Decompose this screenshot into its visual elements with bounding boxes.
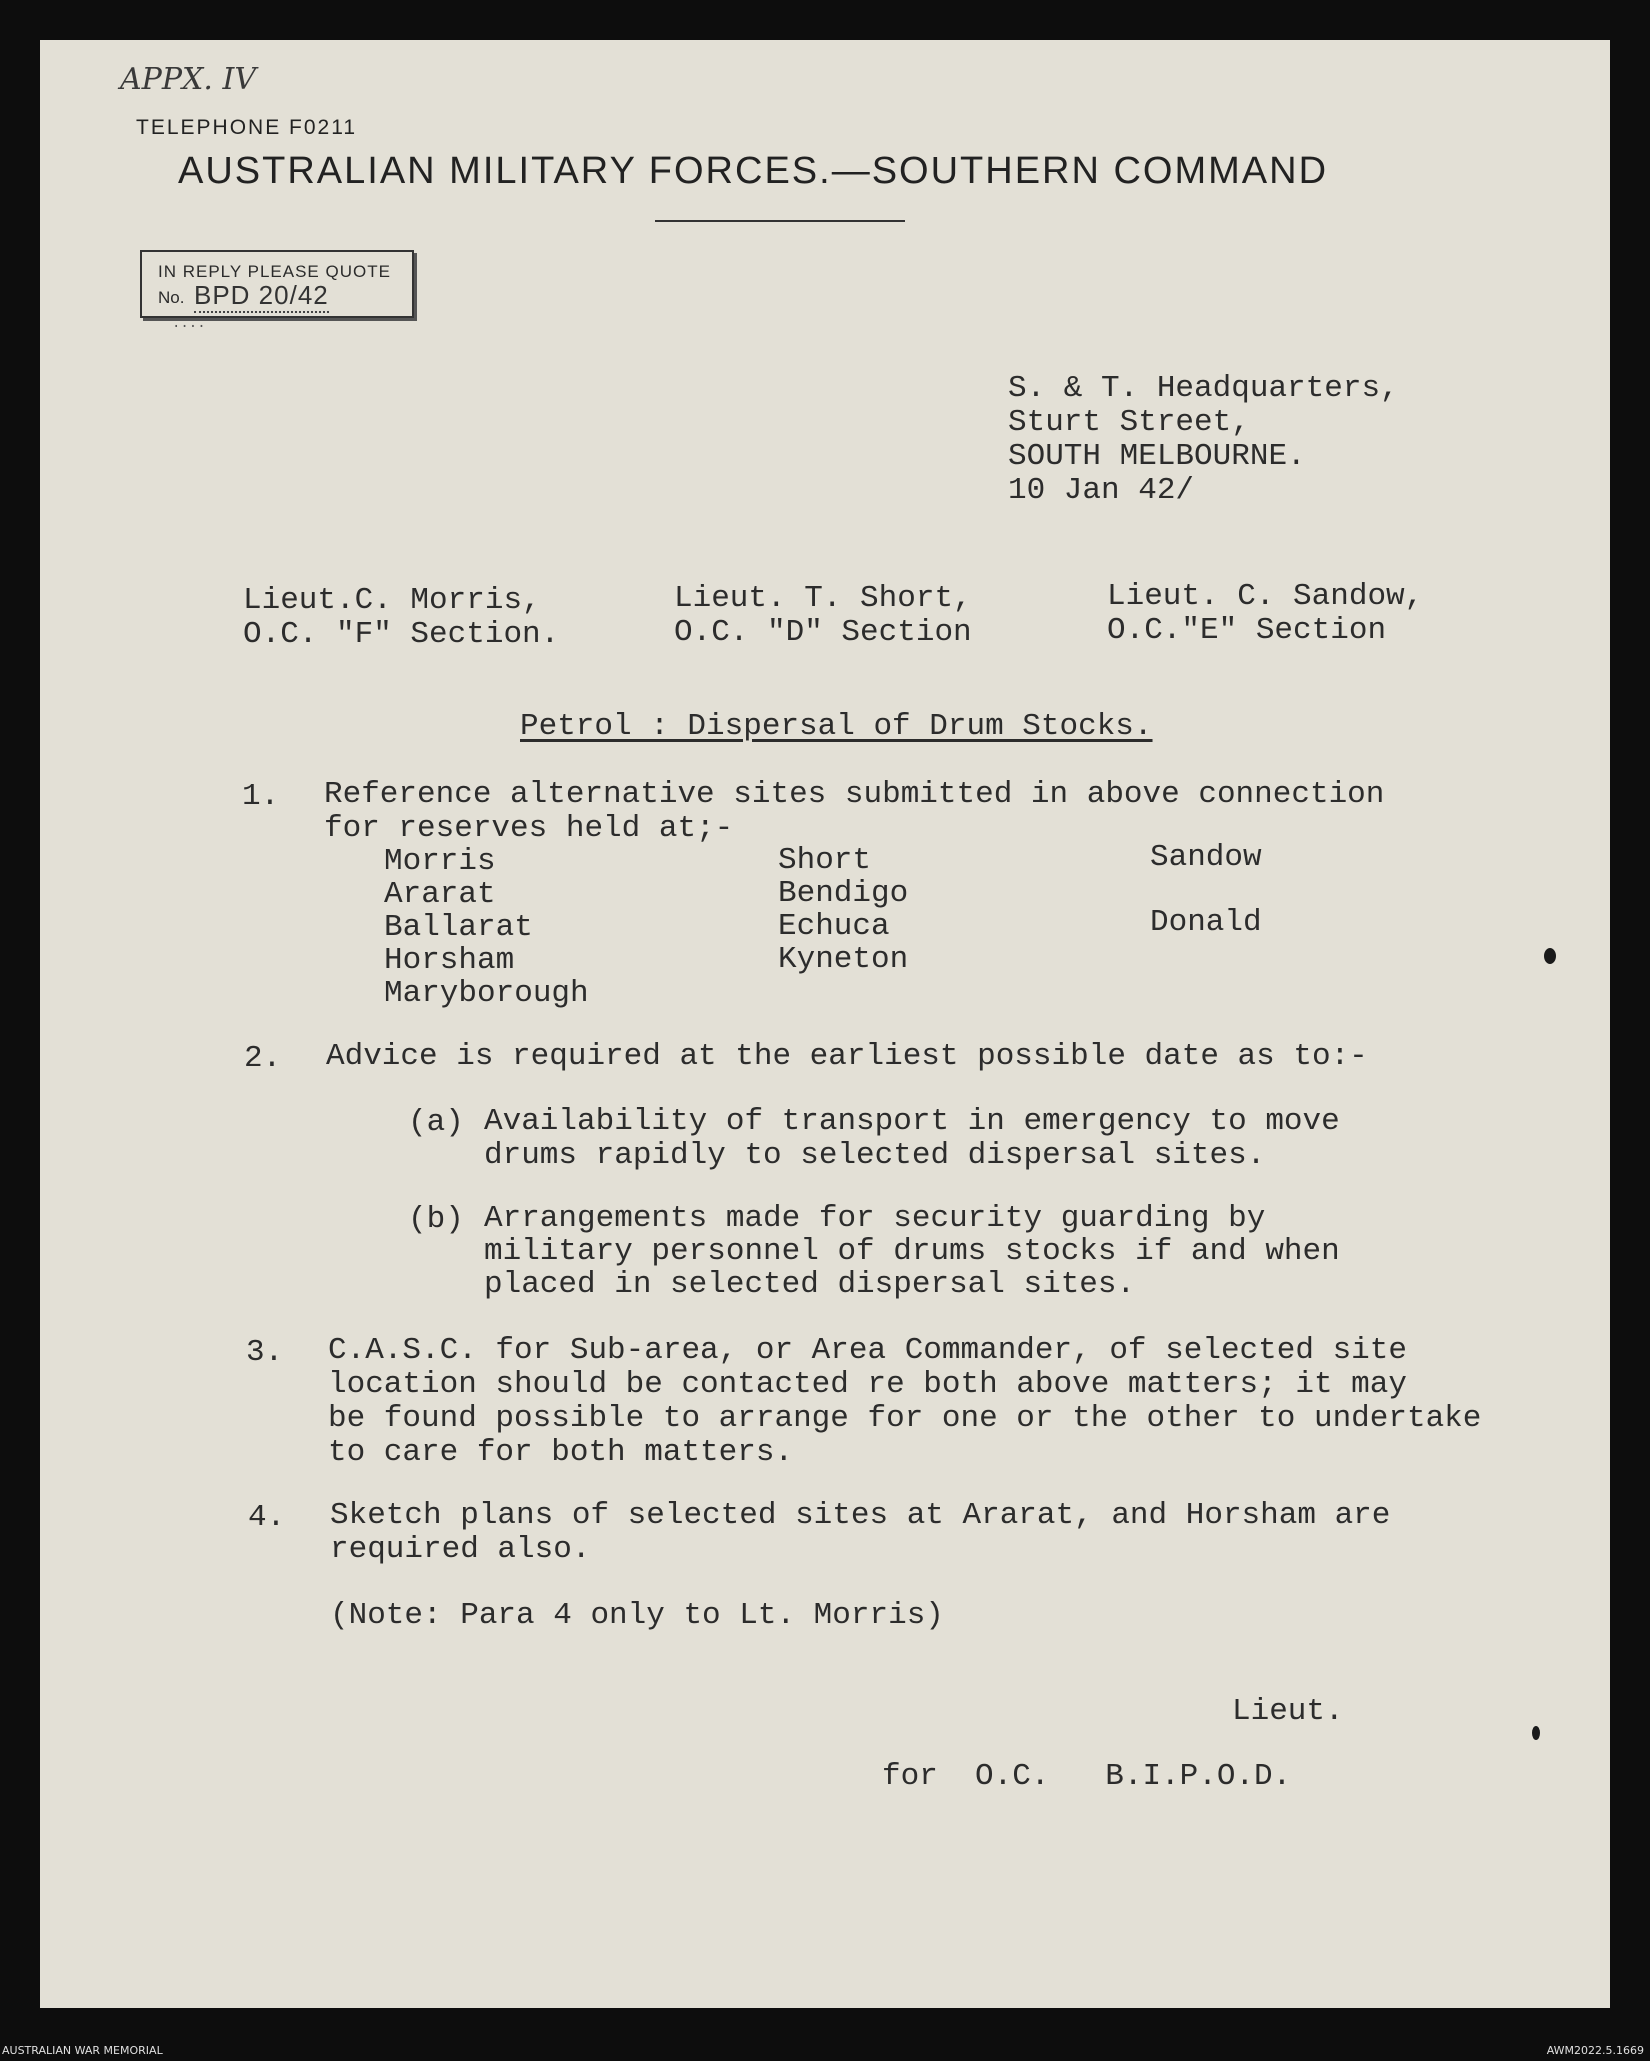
recipient-name-morris: Lieut.C. Morris, <box>243 583 541 618</box>
recipient-name-short: Lieut. T. Short, <box>674 581 972 616</box>
recipient-section-morris: O.C. "F" Section. <box>243 617 560 652</box>
para-text-line: location should be contacted re both above matters; it may <box>328 1367 1407 1402</box>
site-column-head-sandow: Sandow <box>1150 840 1262 875</box>
site-column-head-short: Short <box>778 843 872 878</box>
sub-item-b-line: placed in selected dispersal sites. <box>484 1267 1136 1302</box>
sub-item-b-line: Arrangements made for security guarding by <box>484 1201 1266 1236</box>
para-number: 3. <box>246 1335 284 1370</box>
title-divider <box>655 220 905 222</box>
site-echuca: Echuca <box>778 909 890 944</box>
para-number: 4. <box>248 1500 286 1535</box>
reply-box-label: IN REPLY PLEASE QUOTE <box>158 262 391 281</box>
para-text-line: for reserves held at;- <box>324 811 734 846</box>
recipient-name-sandow: Lieut. C. Sandow, <box>1107 579 1424 614</box>
letterhead-title: AUSTRALIAN MILITARY FORCES.—SOUTHERN COMMAND <box>178 150 1329 192</box>
sub-item-a-line: Availability of transport in emergency to move <box>484 1104 1340 1139</box>
address-line: SOUTH MELBOURNE. <box>1008 439 1306 474</box>
letter-date: 10 Jan 42/ <box>1008 473 1195 508</box>
reply-box-reference: BPD 20/42 <box>194 280 329 313</box>
telephone-line: TELEPHONE F0211 <box>136 116 358 139</box>
note-line: (Note: Para 4 only to Lt. Morris) <box>330 1598 944 1633</box>
para-text-line: required also. <box>330 1532 591 1567</box>
paper-blemish <box>1532 1726 1540 1740</box>
subject-heading: Petrol : Dispersal of Drum Stocks. <box>520 709 1153 744</box>
site-bendigo: Bendigo <box>778 876 909 911</box>
dots-mark: .... <box>172 316 206 332</box>
para-text-line: Advice is required at the earliest possible date as to:- <box>326 1039 1368 1074</box>
recipient-section-sandow: O.C."E" Section <box>1107 613 1387 648</box>
site-donald: Donald <box>1150 905 1262 940</box>
site-column-head-morris: Morris <box>384 844 496 879</box>
paper-blemish <box>1544 948 1556 964</box>
sub-item-label-a: (a) <box>408 1105 464 1140</box>
footer-accession-number: AWM2022.5.1669 <box>1546 2044 1644 2057</box>
signature-rank: Lieut. <box>1232 1694 1344 1729</box>
site-kyneton: Kyneton <box>778 942 909 977</box>
sub-item-a-line: drums rapidly to selected dispersal sites. <box>484 1138 1266 1173</box>
signature-for-line: for O.C. B.I.P.O.D. <box>882 1759 1292 1794</box>
site-horsham: Horsham <box>384 943 515 978</box>
handwritten-appendix-note: APPX. IV <box>120 62 256 97</box>
recipient-section-short: O.C. "D" Section <box>674 615 972 650</box>
site-maryborough: Maryborough <box>384 976 589 1011</box>
address-line: S. & T. Headquarters, <box>1008 371 1399 406</box>
para-number: 2. <box>244 1041 282 1076</box>
document-page <box>40 40 1610 2008</box>
para-text-line: Reference alternative sites submitted in above connection <box>324 777 1385 812</box>
reply-reference-box <box>140 250 414 318</box>
footer-archive-name: AUSTRALIAN WAR MEMORIAL <box>2 2044 163 2057</box>
reply-box-no-prefix: No. <box>158 288 185 307</box>
para-text-line: be found possible to arrange for one or the other to undertake <box>328 1401 1482 1436</box>
para-text-line: to care for both matters. <box>328 1435 794 1470</box>
sub-item-label-b: (b) <box>408 1202 464 1237</box>
para-number: 1. <box>242 779 280 814</box>
sub-item-b-line: military personnel of drums stocks if and when <box>484 1234 1340 1269</box>
para-text-line: C.A.S.C. for Sub-area, or Area Commander, of selected site <box>328 1333 1407 1368</box>
site-ballarat: Ballarat <box>384 910 533 945</box>
site-ararat: Ararat <box>384 877 496 912</box>
para-text-line: Sketch plans of selected sites at Ararat, and Horsham are <box>330 1498 1391 1533</box>
address-line: Sturt Street, <box>1008 405 1250 440</box>
